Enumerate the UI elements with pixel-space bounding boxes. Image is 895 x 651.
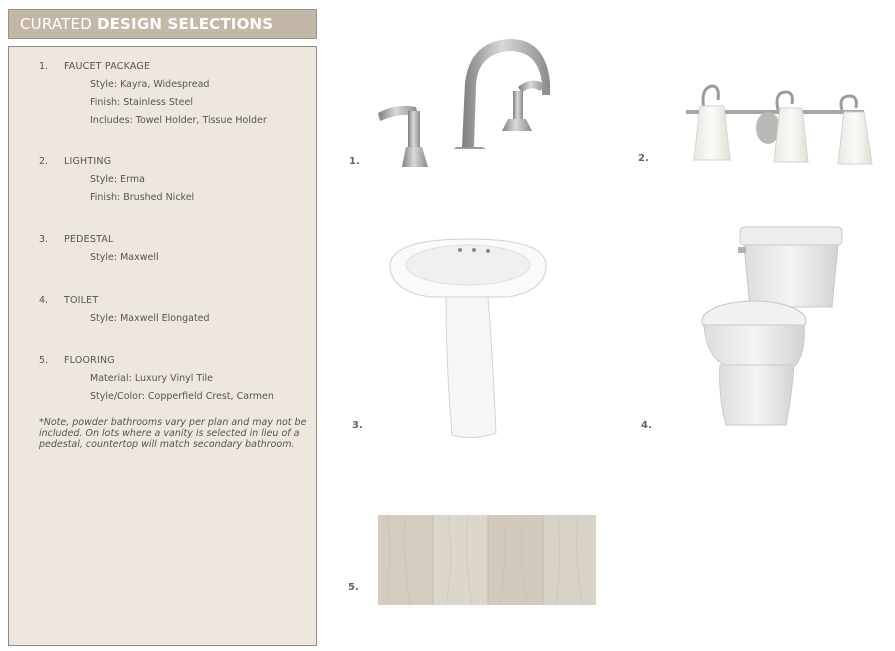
selection-detail: Style: Erma [90,174,145,185]
image-label-3: 3. [352,420,363,431]
selection-title: FLOORING [64,355,115,366]
selection-number: 1. [39,61,49,72]
selection-detail: Style/Color: Copperfield Crest, Carmen [90,391,274,402]
selection-number: 5. [39,355,49,366]
image-label-5: 5. [348,582,359,593]
page-title [8,9,317,39]
selection-detail: Finish: Brushed Nickel [90,192,195,203]
selection-title: FAUCET PACKAGE [64,61,151,72]
selection-detail: Finish: Stainless Steel [90,97,193,108]
selection-number: 3. [39,234,49,245]
selection-number: 2. [39,156,49,167]
selection-detail: Material: Luxury Vinyl Tile [90,373,214,384]
image-label-2: 2. [638,153,649,164]
selection-detail: Includes: Towel Holder, Tissue Holder [90,115,267,126]
title-bold: DESIGN SELECTIONS [96,15,274,33]
faucet-image [370,35,555,175]
selection-title: TOILET [64,295,99,306]
vanity-light-image [682,82,877,170]
pedestal-sink-image [388,235,550,440]
selections-panel [8,46,317,646]
selection-detail: Style: Maxwell [90,252,159,263]
selection-title: LIGHTING [64,156,112,167]
selection-detail: Style: Maxwell Elongated [90,313,210,324]
flooring-swatch-image [378,515,596,605]
selection-detail: Style: Kayra, Widespread [90,79,210,90]
note-text: *Note, powder bathrooms vary per plan and may not be included. On lots where a vanity is selected in lieu of a pedestal, countertop will match secondary bathroom. [39,417,307,450]
toilet-image [700,225,845,430]
image-label-1: 1. [349,156,360,167]
selection-title: PEDESTAL [64,234,114,245]
selection-number: 4. [39,295,49,306]
image-label-4: 4. [641,420,652,431]
title-light: CURATED [20,15,97,33]
